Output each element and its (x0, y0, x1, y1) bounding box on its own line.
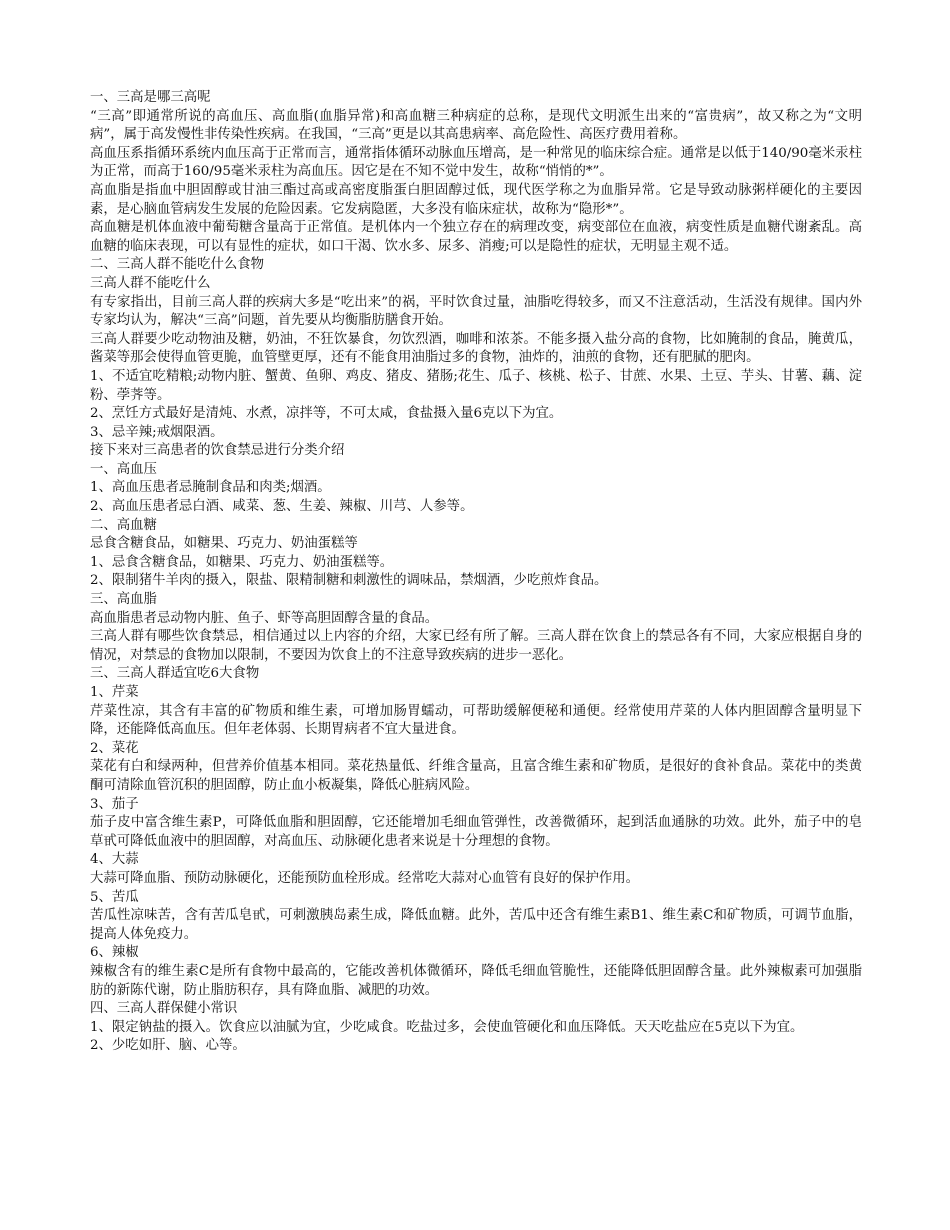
paragraph: 辣椒含有的维生素C是所有食物中最高的，它能改善机体微循环，降低毛细血管脆性，还能降低胆固醇含量。此外辣椒素可加强脂肪的新陈代谢，防止脂肪积存，具有降血脂、减肥的功效。 (90, 963, 862, 998)
paragraph: 忌食含糖食品，如糖果、巧克力、奶油蛋糕等 (90, 536, 358, 552)
paragraph: 5、苦瓜 (90, 889, 139, 905)
paragraph: 接下来对三高患者的饮食禁忌进行分类介绍 (90, 443, 345, 459)
paragraph: 二、三高人群不能吃什么食物 (90, 257, 265, 273)
paragraph: 高血脂患者忌动物内脏、鱼子、虾等高胆固醇含量的食品。 (90, 610, 439, 626)
paragraph: 2、少吃如肝、脑、心等。 (90, 1038, 246, 1054)
paragraph: 高血糖是机体血液中葡萄糖含量高于正常值。是机体内一个独立存在的病理改变，病变部位在血液，病变性质是血糖代谢紊乱。高血糖的临床表现，可以有显性的症状，如口干渴、饮水多、尿多、消瘦;可以是隐性的症状，无明显主观不适。 (90, 220, 862, 254)
paragraph: 2、限制猪牛羊肉的摄入，限盐、限精制糖和刺激性的调味品，禁烟酒，少吃煎炸食品。 (90, 573, 608, 589)
document-body (90, 89, 862, 1056)
paragraph: 四、三高人群保健小常识 (90, 1001, 238, 1017)
paragraph: 高血脂是指血中胆固醇或甘油三酯过高或高密度脂蛋白胆固醇过低，现代医学称之为血脂异常。它是导致动脉粥样硬化的主要因素，是心脑血管病发生发展的危险因素。它发病隐匿，大多没有临床症状，故称为“隐形*”。 (90, 182, 862, 217)
paragraph: 苦瓜性凉味苦，含有苦瓜皂甙，可刺激胰岛素生成，降低血糖。此外，苦瓜中还含有维生素B1、维生素C和矿物质，可调节血脂，提高人体免疫力。 (90, 908, 862, 942)
paragraph: 三高人群不能吃什么 (90, 275, 211, 291)
paragraph: 芹菜性凉，其含有丰富的矿物质和维生素，可增加肠胃蠕动，可帮助缓解便秘和通便。经常使用芹菜的人体内胆固醇含量明显下降，还能降低高血压。但年老体弱、长期胃病者不宜大量进食。 (90, 703, 862, 738)
paragraph: 大蒜可降血脂、预防动脉硬化，还能预防血栓形成。经常吃大蒜对心血管有良好的保护作用。 (90, 870, 640, 886)
paragraph: 4、大蒜 (90, 852, 139, 868)
paragraph: 有专家指出，目前三高人群的疾病大多是“吃出来”的祸，平时饮食过量，油脂吃得较多，而又不注意活动，生活没有规律。国内外专家均认为，解决“三高”问题，首先要从均衡脂肪膳食开始。 (90, 294, 862, 329)
paragraph: 三高人群要少吃动物油及糖，奶油，不狂饮暴食，勿饮烈酒，咖啡和浓茶。不能多摄入盐分高的食物，比如腌制的食品，腌黄瓜，酱菜等那会使得血管更脆，血管壁更厚，还有不能食用油脂过多的食物，油炸的，油煎的食物，还有肥腻的肥肉。 (90, 331, 862, 366)
paragraph: 1、芹菜 (90, 685, 139, 700)
paragraph: 一、高血压 (90, 461, 157, 477)
paragraph: 菜花有白和绿两种，但营养价值基本相同。菜花热量低、纤维含量高，且富含维生素和矿物质，是很好的食补食品。菜花中的类黄酮可清除血管沉积的胆固醇，防止血小板凝集，降低心脏病风险。 (90, 759, 862, 793)
paragraph: 1、高血压患者忌腌制食品和肉类;烟酒。 (90, 480, 331, 496)
paragraph: 茄子皮中富含维生素P，可降低血脂和胆固醇，它还能增加毛细血管弹性，改善微循环，起到活血通脉的功效。此外，茄子中的皂草甙可降低血液中的胆固醇，对高血压、动脉硬化患者来说是十分理想的食物。 (90, 815, 862, 849)
paragraph: 3、茄子 (90, 796, 139, 812)
paragraph: “三高”即通常所说的高血压、高血脂(血脂异常)和高血糖三种病症的总称，是现代文明派生出来的“富贵病”，故又称之为“文明病”，属于高发慢性非传染性疾病。在我国，“三高”更是以其高患病率、高危险性、高医疗费用着称。 (90, 108, 862, 143)
paragraph: 2、高血压患者忌白酒、咸菜、葱、生姜、辣椒、川芎、人参等。 (90, 499, 474, 515)
paragraph: 一、三高是哪三高呢 (90, 90, 211, 105)
paragraph: 3、忌辛辣;戒烟限酒。 (90, 424, 224, 440)
paragraph: 6、辣椒 (90, 945, 139, 961)
paragraph: 三、三高人群适宜吃6大食物 (90, 666, 260, 682)
paragraph: 1、忌食含糖食品，如糖果、巧克力、奶油蛋糕等。 (90, 554, 394, 570)
paragraph: 二、高血糖 (90, 517, 157, 533)
paragraph: 三、高血脂 (90, 592, 157, 608)
paragraph: 2、烹饪方式最好是清炖、水煮，凉拌等，不可太咸，食盐摄入量6克以下为宜。 (90, 406, 563, 422)
paragraph: 2、菜花 (90, 740, 139, 756)
paragraph: 三高人群有哪些饮食禁忌，相信通过以上内容的介绍，大家已经有所了解。三高人群在饮食上的禁忌各有不同，大家应根据自身的情况，对禁忌的食物加以限制，不要因为饮食上的不注意导致疾病的进步一恶化。 (90, 629, 862, 663)
paragraph: 1、限定钠盐的摄入。饮食应以油腻为宜，少吃咸食。吃盐过多，会使血管硬化和血压降低。天天吃盐应在5克以下为宜。 (90, 1019, 804, 1035)
paragraph: 高血压系指循环系统内血压高于正常而言，通常指体循环动脉血压增高，是一种常见的临床综合症。通常是以低于140/90毫米汞柱为正常，而高于160/95毫米汞柱为高血压。因它是在不知不觉中发生，故称“悄悄的*”。 (90, 145, 862, 180)
paragraph: 1、不适宜吃精粮;动物内脏、蟹黄、鱼卵、鸡皮、猪皮、猪肠;花生、瓜子、核桃、松子、甘蔗、水果、土豆、芋头、甘薯、藕、淀粉、荸荠等。 (90, 368, 862, 403)
